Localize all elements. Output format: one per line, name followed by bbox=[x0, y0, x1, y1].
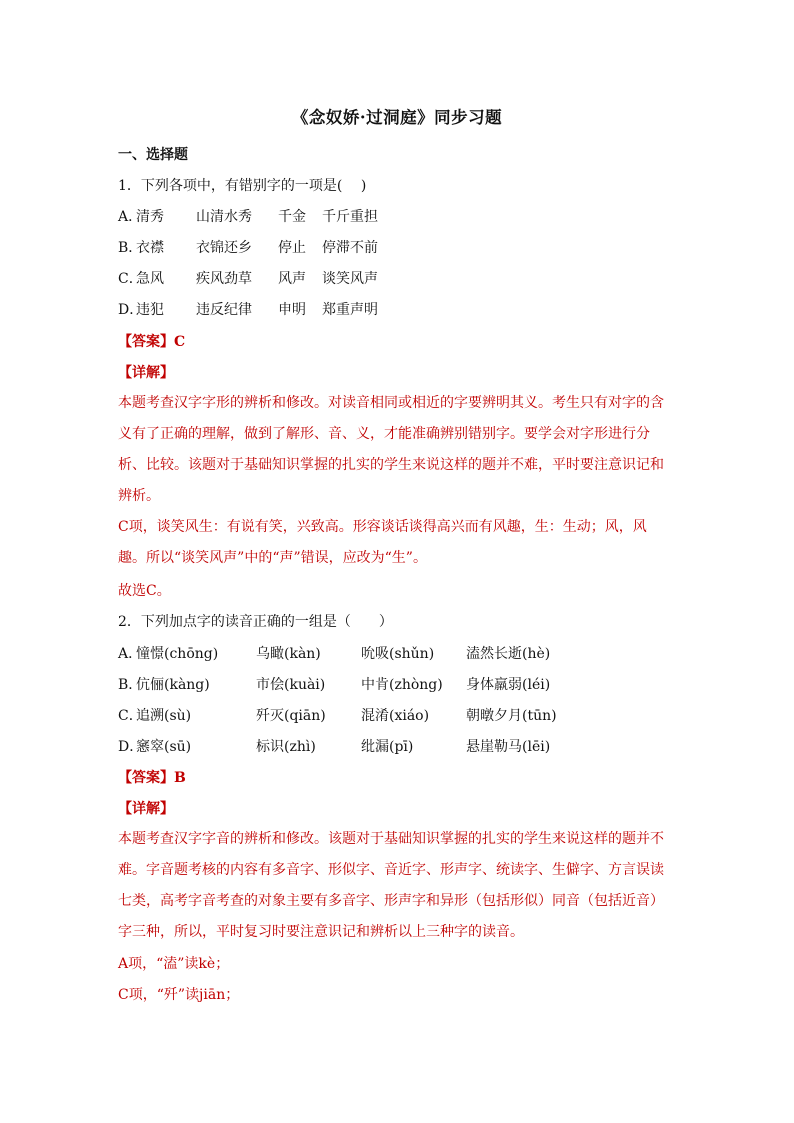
q2-option-b bbox=[118, 675, 550, 695]
q1-option-c bbox=[118, 269, 378, 289]
option-item: 歼灭(qiān) bbox=[256, 708, 326, 724]
question-1-stem: 1．下列各项中，有错别字的一项是( ) bbox=[118, 178, 367, 194]
explanation-line: 辨析。 bbox=[118, 488, 160, 504]
explanation-line: 本题考查汉字字形的辨析和修改。对读音相同或相近的字要辨明其义。考生只有对字的含 bbox=[118, 395, 664, 411]
option-item: 溘然长逝(hè) bbox=[466, 646, 551, 662]
option-item: 清秀 bbox=[136, 209, 164, 225]
option-item: 吮吸(shǔn) bbox=[361, 646, 435, 662]
option-item: 谈笑风声 bbox=[322, 271, 378, 287]
q1-answer: 【答案】C bbox=[118, 334, 186, 350]
explanation-line: 难。字音题考核的内容有多音字、形似字、音近字、形声字、统读字、生僻字、方言误读 bbox=[118, 862, 664, 878]
option-item: 伉俪(kàng) bbox=[136, 677, 210, 693]
analysis-line: A项，“溘”读kè； bbox=[118, 956, 230, 972]
option-item: 窸窣(sū) bbox=[136, 739, 192, 755]
analysis-line: 趣。所以“谈笑风声”中的“声”错误，应改为“生”。 bbox=[118, 550, 427, 566]
option-label: A． bbox=[118, 209, 143, 225]
q1-option-b bbox=[118, 238, 378, 258]
option-item: 憧憬(chōng) bbox=[136, 646, 219, 662]
q1-option-a bbox=[118, 207, 378, 227]
option-item: 违犯 bbox=[136, 302, 164, 318]
q1-analysis bbox=[118, 512, 678, 574]
explanation-line: 七类，高考字音考查的对象主要有多音字、形声字和异形（包括形似）同音（包括近音） bbox=[118, 893, 664, 909]
option-item: 急风 bbox=[136, 271, 164, 287]
analysis-line: C项，“歼”读jiān； bbox=[118, 987, 240, 1003]
option-item: 中肯(zhòng) bbox=[361, 677, 443, 693]
explanation-line: 字三种，所以，平时复习时要注意识记和辨析以上三种字的读音。 bbox=[118, 924, 524, 940]
q2-answer: 【答案】B bbox=[118, 770, 186, 786]
q2-analysis bbox=[118, 949, 678, 1011]
q1-option-d bbox=[118, 300, 378, 320]
option-label: B． bbox=[118, 677, 143, 693]
option-item: 混淆(xiáo) bbox=[361, 708, 430, 724]
option-item: 标识(zhì) bbox=[256, 739, 316, 755]
option-item: 千金 bbox=[278, 209, 306, 225]
explanation-line: 本题考查汉字字音的辨析和修改。该题对于基础知识掌握的扎实的学生来说这样的题并不 bbox=[118, 831, 664, 847]
option-label: A． bbox=[118, 646, 143, 662]
option-label: D． bbox=[118, 302, 144, 318]
q2-option-a bbox=[118, 644, 550, 664]
option-item: 停止 bbox=[278, 240, 306, 256]
option-item: 身体羸弱(léi) bbox=[466, 677, 551, 693]
option-label: C． bbox=[118, 271, 143, 287]
option-item: 纰漏(pī) bbox=[361, 739, 414, 755]
option-label: D． bbox=[118, 739, 144, 755]
q1-detail-label: 【详解】 bbox=[118, 365, 174, 381]
option-item: 乌瞰(kàn) bbox=[256, 646, 321, 662]
option-item: 申明 bbox=[278, 302, 306, 318]
option-item: 市侩(kuài) bbox=[256, 677, 326, 693]
q1-conclusion: 故选C。 bbox=[118, 583, 171, 599]
option-item: 悬崖勒马(lēi) bbox=[466, 739, 551, 755]
option-item: 追溯(sù) bbox=[136, 708, 192, 724]
q2-option-d bbox=[118, 737, 550, 757]
option-item: 违反纪律 bbox=[196, 302, 252, 318]
q2-detail-label: 【详解】 bbox=[118, 801, 174, 817]
option-item: 停滞不前 bbox=[322, 240, 378, 256]
page-title: 《念奴娇·过洞庭》同步习题 bbox=[291, 108, 503, 127]
option-item: 衣锦还乡 bbox=[196, 240, 252, 256]
explanation-line: 义有了正确的理解，做到了解形、音、义，才能准确辨别错别字。要学会对字形进行分 bbox=[118, 426, 650, 442]
option-item: 朝暾夕月(tūn) bbox=[466, 708, 557, 724]
question-2-stem: 2．下列加点字的读音正确的一组是（ ） bbox=[118, 614, 393, 630]
q2-option-c bbox=[118, 706, 557, 726]
option-item: 衣襟 bbox=[136, 240, 164, 256]
option-item: 千斤重担 bbox=[322, 209, 378, 225]
option-item: 风声 bbox=[278, 271, 306, 287]
option-label: B． bbox=[118, 240, 143, 256]
option-item: 疾风劲草 bbox=[196, 271, 252, 287]
section-heading: 一、选择题 bbox=[118, 147, 188, 163]
option-item: 郑重声明 bbox=[322, 302, 378, 318]
explanation-line: 析、比较。该题对于基础知识掌握的扎实的学生来说这样的题并不难，平时要注意识记和 bbox=[118, 457, 664, 473]
q1-explanation bbox=[118, 388, 678, 512]
option-item: 山清水秀 bbox=[196, 209, 252, 225]
analysis-line: C项，谈笑风生：有说有笑，兴致高。形容谈话谈得高兴而有风趣，生：生动；风，风 bbox=[118, 519, 647, 535]
option-label: C． bbox=[118, 708, 143, 724]
q2-explanation bbox=[118, 824, 678, 948]
